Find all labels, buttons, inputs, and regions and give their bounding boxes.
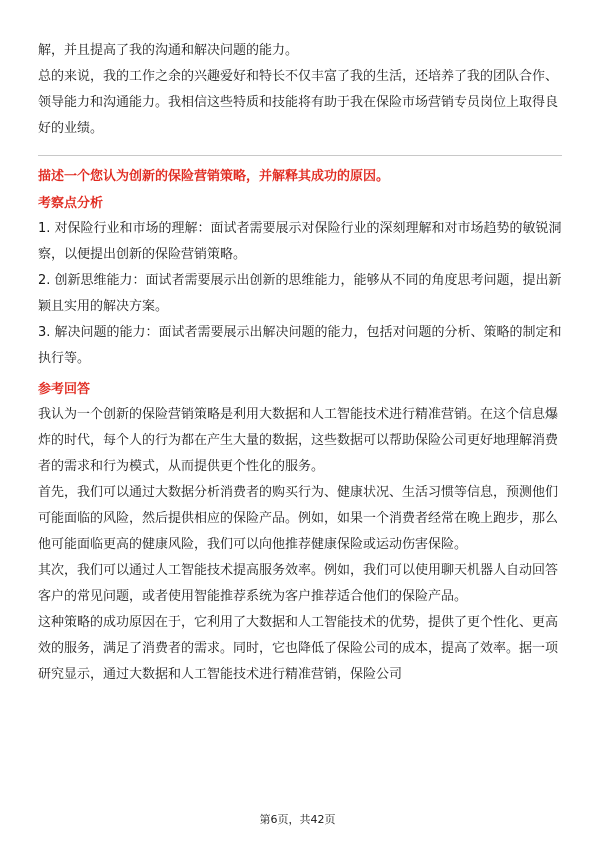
page-number: 第6页，共42页	[259, 813, 336, 826]
analysis-item-2: 2. 创新思维能力：面试者需要展示出创新的思维能力，能够从不同的角度思考问题，提出新颖且实用的解决方案。	[38, 273, 562, 314]
answer-heading: 参考回答	[38, 382, 91, 397]
analysis-item-3: 3. 解决问题的能力：面试者需要展示出解决问题的能力，包括对问题的分析、策略的制定和执行等。	[38, 325, 562, 366]
analysis-heading: 考察点分析	[38, 196, 104, 211]
question-title: 描述一个您认为创新的保险营销策略，并解释其成功的原因。	[38, 169, 390, 184]
analysis-item-1: 1. 对保险行业和市场的理解：面试者需要展示对保险行业的深刻理解和对市场趋势的敏锐洞察，以便提出创新的保险营销策略。	[38, 221, 562, 262]
page-content	[38, 38, 562, 688]
answer-paragraph-1: 我认为一个创新的保险营销策略是利用大数据和人工智能技术进行精准营销。在这个信息爆炸的时代，每个人的行为都在产生大量的数据，这些数据可以帮助保险公司更好地理解消费者的需求和行为模式，从而提供更个性化的服务。	[38, 407, 559, 474]
intro-paragraph-1: 解，并且提高了我的沟通和解决问题的能力。	[38, 43, 299, 58]
section-divider	[38, 155, 562, 156]
intro-paragraph-2: 总的来说，我的工作之余的兴趣爱好和特长不仅丰富了我的生活，还培养了我的团队合作、领导能力和沟通能力。我相信这些特质和技能将有助于我在保险市场营销专员岗位上取得良好的业绩。	[38, 69, 559, 136]
answer-paragraph-2: 首先，我们可以通过大数据分析消费者的购买行为、健康状况、生活习惯等信息，预测他们可能面临的风险，然后提供相应的保险产品。例如，如果一个消费者经常在晚上跑步，那么他可能面临更高的健康风险，我们可以向他推荐健康保险或运动伤害保险。	[38, 485, 559, 552]
answer-paragraph-3: 其次，我们可以通过人工智能技术提高服务效率。例如，我们可以使用聊天机器人自动回答客户的常见问题，或者使用智能推荐系统为客户推荐适合他们的保险产品。	[38, 563, 559, 604]
answer-paragraph-4: 这种策略的成功原因在于，它利用了大数据和人工智能技术的优势，提供了更个性化、更高效的服务，满足了消费者的需求。同时，它也降低了保险公司的成本，提高了效率。据一项研究显示，通过大数据和人工智能技术进行精准营销，保险公司	[38, 615, 559, 682]
